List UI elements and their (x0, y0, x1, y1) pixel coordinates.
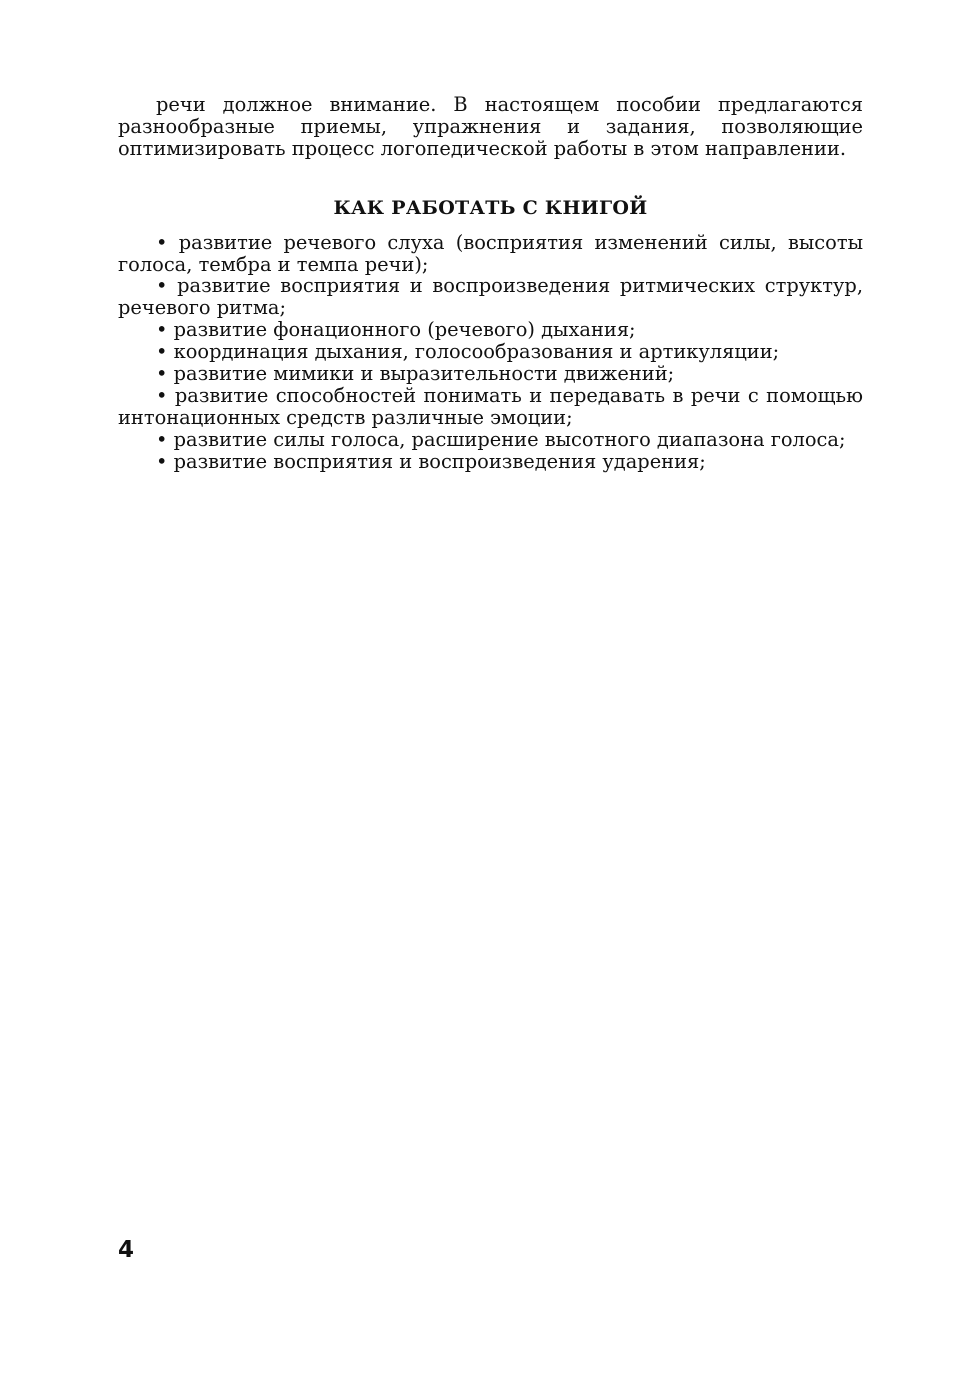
bullet-item: • развитие речевого слуха (восприятия изменений силы, высоты голоса, тембра и темпа речи); (118, 230, 863, 276)
bullet-item: • развитие фонационного (речевого) дыхания; (156, 318, 636, 342)
bullet-item: • развитие восприятия и воспроизведения ударения; (156, 449, 706, 473)
intro-paragraph: речи должное внимание. В настоящем пособии предлагаются разнообразные приемы, упражнения и задания, позволяющие оптимизировать процесс логопедической работы в этом направлении. (118, 93, 863, 160)
page-number: 4 (118, 1237, 135, 1263)
bullet-item: • развитие способностей понимать и передавать в речи с помощью интонационных средств различные эмоции; (118, 383, 863, 429)
bullet-item: • развитие силы голоса, расширение высотного диапазона голоса; (156, 427, 846, 451)
bullet-item: • развитие восприятия и воспроизведения ритмических структур, речевого ритма; (118, 274, 863, 320)
bullet-item: • развитие мимики и выразительности движений; (156, 362, 675, 386)
bullet-item: • координация дыхания, голосообразования и артикуляции; (156, 340, 780, 364)
section-heading: КАК РАБОТАТЬ С КНИГОЙ (333, 196, 648, 219)
page-text (118, 94, 863, 473)
